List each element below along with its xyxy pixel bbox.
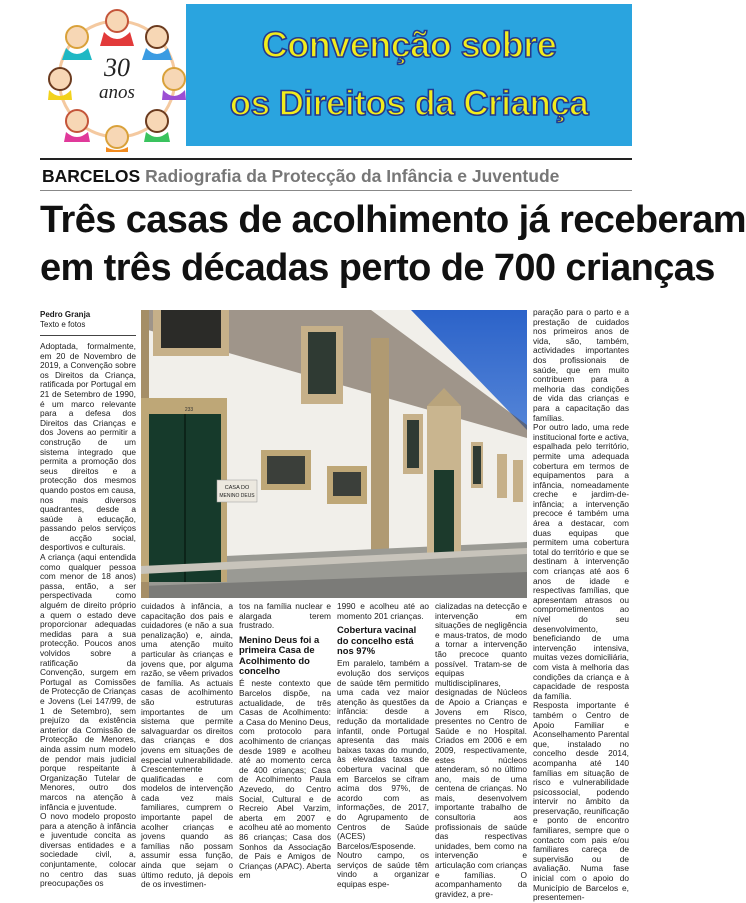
byline-credit: Texto e fotos (40, 320, 86, 329)
col3-subheading: Menino Deus foi a primeira Casa de Acolhimento do concelho (239, 633, 320, 676)
col1-paragraph: O novo modelo proposto para a atenção à infância e juventude concita as diversas entidades e a sociedade civil, a, conjuntamente, colocar no centro das suas preocupações os (40, 811, 136, 889)
text-column-2 (141, 601, 233, 890)
section-kicker (42, 166, 559, 187)
headline-banner (186, 4, 632, 146)
article-title (40, 196, 746, 292)
col5-paragraph: cializadas na detecção e intervenção em situações de negligência e maus-tratos, de modo a tornar a intervenção tão precoce quanto possível. Tratam-se de equipas multidisciplinares, designadas de Núcleos de Apoio a Crianças e Jovens em Risco, presentes no Centro de Saúde e no Hospital. Criados em 2006 e em 2009, respectivamente, estes núcleos atenderam, só no último ano, mais de uma centena de crianças. No mais, desenvolvem importante trabalho de consultoria aos profissionais de saúde das respectivas unidades, bem como na intervenção e articulação com crianças e famílias. O acompanhamento da gravidez, a pre- (435, 601, 527, 899)
title-line-1: Três casas de acolhimento já receberam (40, 199, 746, 241)
text-column-5 (435, 601, 527, 899)
byline-author: Pedro Granja (40, 310, 91, 319)
kicker-subtitle: Radiografia da Protecção da Infância e Juventude (145, 166, 560, 186)
col4-paragraph: Em paralelo, também a evolução dos serviços de saúde têm permitido uma cada vez maior atenção às questões da infância: desde a redução da mortalidade infantil, onde Portugal apresenta das mais baixas taxas do mundo, às elevadas taxas de cobertura vacinal que em Barcelos se cifram acima dos 97%, de acordo com as informações, de 2017, do Agrupamento de Centros de Saúde (ACES) Barcelos/Esposende. Noutro campo, os serviços de saúde têm vindo a organizar equipas espe- (337, 658, 429, 890)
top-divider (40, 158, 632, 160)
text-column-1 (40, 341, 137, 889)
col6-paragraph: Resposta importante é também o Centro de Apoio Familiar e Aconselhamento Parental que, instalado no concelho desde 2014, acompanha até 140 famílias em situação de risco e vulnerabilidade psicossocial, podendo intervir no âmbito da preservação, reunificação e ponto de encontro familiares, sempre que o contacto com pais e/ou familiares careça de supervisão ou de avaliação. Numa fase inicial com o apoio do Município de Barcelos e, presentemen- (533, 700, 629, 903)
house-sign-line2: MENINO DEUS (219, 493, 255, 499)
title-line-2: em três décadas perto de 700 crianças (40, 247, 715, 289)
col3-paragraph: É neste contexto que Barcelos dispõe, na actualidade, de três Casas de Acolhimento: a Casa do Menino Deus, com protocolo para acolhimento de crianças desde 1989 e acolheu até ao momento cerca de 400 crianças; Casa de Acolhimento Paula Azevedo, do Centro Social, Cultural e de Recreio Abel Varzim, aberta em 2007 e acolheu até ao momento 86 crianças; Casa dos Sonhos da Associação de Pais e Amigos de Crianças (APAC). Aberta em (239, 678, 331, 881)
text-column-3 (239, 601, 331, 881)
article-photo (141, 310, 527, 598)
col6-paragraph: paração para o parto e a prestação de cuidados nos primeiros anos de vida, são, também, actividades importantes dos profissionais de saúde, que em muito contribuem para a melhoria das condições de vida das crianças e para a capacitação das famílias. (533, 307, 629, 423)
col3-intro: tos na família nuclear e alargada terem frustrado. (239, 601, 331, 631)
headline-line-2: os Direitos da Criança (229, 84, 589, 123)
col4-intro: 1990 e acolheu até ao momento 201 crianças. (337, 601, 429, 621)
col1-paragraph: A criança (aqui entendida como qualquer pessoa com menor de 18 anos) passa, então, a ser perspectivada como alguém de direito próprio a quem o estado deve proporcionar adequadas medidas para a sua protecção. Poucos anos volvidos sobre a ratificação da Convenção, surgem em Portugal as Comissões de Protecção de Crianças e Jovens (Lei 147/99, de 1 de Setembro), sem prejuízo da existência anterior da Comissão de Protecção de Menores, ainda assim num modelo de pendor mais judicial porque respeitante à Organização Tutelar de Menores, outro dos marcos na atenção à infância e juventude. (40, 552, 137, 812)
kicker-divider (40, 190, 632, 191)
anniversary-logo-30-anos (48, 4, 186, 154)
text-column-4 (337, 601, 429, 890)
door-number: 233 (184, 407, 194, 413)
col6-paragraph: Por outro lado, uma rede institucional forte e activa, espalhada pelo território, permite uma adequada cobertura em termos de equipamentos para a infância, nomeadamente creche e jardim-de-infância; a intervenção precoce é também uma área a destacar, com duas equipas que permitem uma cobertura total do território e que se destinam à intervenção com crianças até aos 6 anos de idade e respectivas famílias, que apresentam atrasos ou comprometimentos ao nível do seu desenvolvimento, beneficiando de uma intervenção intensiva, muitas vezes domiciliária, com vista à melhoria das condições da criança e à capacidade de resposta da família. (533, 422, 630, 701)
headline-line-1: Convenção sobre (261, 24, 557, 65)
kicker-place: BARCELOS (42, 166, 141, 186)
logo-word: anos (99, 82, 135, 103)
logo-number: 30 (104, 53, 130, 82)
byline-divider (40, 335, 136, 336)
house-sign-line1: CASA DO (224, 485, 250, 491)
byline (40, 310, 140, 330)
col1-paragraph: Adoptada, formalmente, em 20 de Novembro de 2019, a Convenção sobre os Direitos da Criança, ratificada por Portugal em 21 de Setembro de 1990, é um marco relevante para a defesa dos Direitos das Crianças e dos Jovens ao permitir a construção de um sistema integrado que permita a promoção dos seus direitos e a protecção dos mesmos quando postos em causa, nos mais diversos quadrantes, desde a saúde à educação, passando pelos serviços de acção social, desportivos e culturais. (40, 341, 136, 553)
text-column-6 (533, 307, 630, 903)
col4-subheading: Cobertura vacinal do concelho está nos 97% (337, 624, 417, 656)
building-illustration (141, 310, 527, 598)
col2-paragraph: cuidados à infância, a capacitação dos pais e cuidadores (e não a sua penalização) e, ainda, uma atenção muito particular às crianças e jovens que, por alguma razão, se vêem privados de família. As actuais casas de acolhimento são estruturas importantes de um sistema que permite salvaguardar os direitos das crianças e dos jovens em situações de especial vulnerabilidade. Crescentemente qualificadas e com modelos de intervenção cada vez mais familiares, cumprem o importante papel de acolher crianças e jovens quando as famílias não possam assumir essa função, ainda que sejam o último reduto, já depois de os investimen- (141, 601, 233, 890)
